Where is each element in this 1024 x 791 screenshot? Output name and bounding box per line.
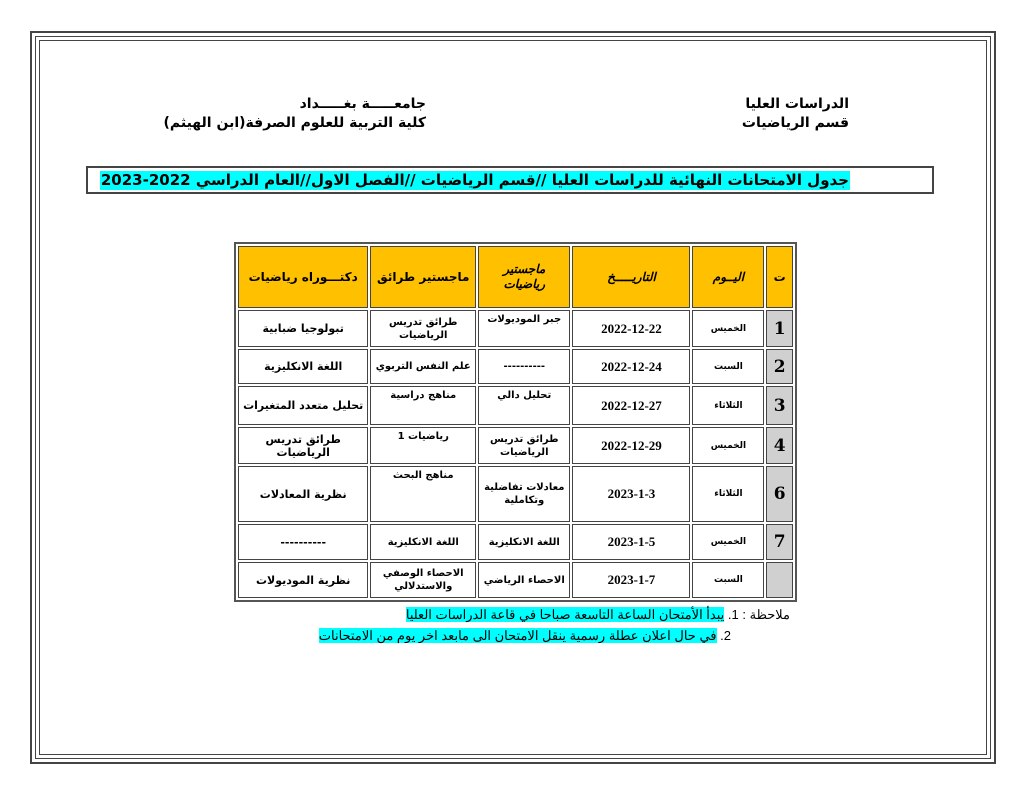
row-master-math: جبر الموديولات — [478, 310, 570, 347]
row-day: السبت — [692, 349, 764, 384]
row-phd-math: نظرية المعادلات — [238, 466, 368, 522]
row-date: 2023-1-7 — [572, 562, 690, 598]
row-master-methods: علم النفس التربوي — [370, 349, 476, 384]
header-day: اليــوم — [692, 246, 764, 308]
exam-schedule-table — [234, 242, 797, 602]
header-phd-math: دكتـــوراه رياضيات — [238, 246, 368, 308]
row-phd-math: نظرية الموديولات — [238, 562, 368, 598]
note-2-text: في حال اعلان عطلة رسمية ينقل الامتحان الى مابعد اخر يوم من الامتحانات — [318, 628, 717, 643]
header-right-line2: قسم الرياضيات — [741, 115, 849, 131]
header-master-math: ماجستير رياضيات — [478, 246, 570, 308]
table-row — [238, 310, 793, 347]
row-phd-math: ---------- — [238, 524, 368, 560]
row-master-math: طرائق تدريس الرياضيات — [478, 427, 570, 464]
row-master-math: معادلات تفاضلية وتكاملية — [478, 466, 570, 522]
row-date: 2023-1-5 — [572, 524, 690, 560]
table-header-row — [238, 246, 793, 308]
header-idx: ت — [766, 246, 793, 308]
header-right-line1: الدراسات العليا — [745, 96, 849, 112]
header-university — [164, 95, 427, 133]
header-department — [742, 95, 849, 133]
note-2-number: 2. — [720, 628, 731, 643]
row-master-methods: مناهج دراسية — [370, 386, 476, 425]
row-index — [766, 562, 793, 598]
row-index: 2 — [766, 349, 793, 384]
row-index: 4 — [766, 427, 793, 464]
row-date: 2022-12-22 — [572, 310, 690, 347]
row-day: الخميس — [692, 310, 764, 347]
notes-label: ملاحظة : — [738, 607, 790, 622]
schedule-title: جدول الامتحانات النهائية للدراسات العليا //قسم الرياضيات //الفصل الاول//العام الدراسي 2022-2023 — [100, 171, 849, 189]
row-master-math: تحليل دالي — [478, 386, 570, 425]
row-master-methods: رياضيات 1 — [370, 427, 476, 464]
row-date: 2022-12-27 — [572, 386, 690, 425]
table-row — [238, 427, 793, 464]
row-master-math: ---------- — [478, 349, 570, 384]
row-day: الثلاثاء — [692, 466, 764, 522]
row-day: الثلاثاء — [692, 386, 764, 425]
row-master-methods: طرائق تدريس الرياضيات — [370, 310, 476, 347]
row-day: السبت — [692, 562, 764, 598]
row-day: الخميس — [692, 524, 764, 560]
row-phd-math: تحليل متعدد المتغيرات — [238, 386, 368, 425]
row-date: 2022-12-29 — [572, 427, 690, 464]
table-row — [238, 386, 793, 425]
title-box — [86, 166, 934, 194]
table-row — [238, 562, 793, 598]
header-master-methods: ماجستير طرائق — [370, 246, 476, 308]
header-date: التاريـــــخ — [572, 246, 690, 308]
row-phd-math: اللغة الانكليزية — [238, 349, 368, 384]
note-2 — [319, 627, 731, 644]
table-row — [238, 466, 793, 522]
row-day: الخميس — [692, 427, 764, 464]
table-row — [238, 349, 793, 384]
header-left-line2: كلية التربية للعلوم الصرفة(ابن الهيثم) — [163, 115, 426, 131]
header-left-line1: جامعـــــة بغـــــداد — [299, 96, 426, 112]
row-master-math: اللغة الانكليزية — [478, 524, 570, 560]
row-date: 2023-1-3 — [572, 466, 690, 522]
row-index: 3 — [766, 386, 793, 425]
row-master-methods: الاحصاء الوصفي والاستدلالي — [370, 562, 476, 598]
row-master-math: الاحصاء الرياضي — [478, 562, 570, 598]
row-phd-math: تبولوجيا ضبابية — [238, 310, 368, 347]
row-master-methods: مناهج البحث — [370, 466, 476, 522]
row-date: 2022-12-24 — [572, 349, 690, 384]
row-index: 6 — [766, 466, 793, 522]
note-1-number: 1. — [727, 607, 739, 622]
note-1-text: يبدأ الأمتحان الساعة التاسعة صباحا في قاعة الدراسات العليا — [405, 607, 725, 622]
row-master-methods: اللغة الانكليزية — [370, 524, 476, 560]
row-index: 7 — [766, 524, 793, 560]
table-row — [238, 524, 793, 560]
row-phd-math: طرائق تدريس الرياضيات — [238, 427, 368, 464]
note-1 — [406, 606, 790, 623]
row-index: 1 — [766, 310, 793, 347]
